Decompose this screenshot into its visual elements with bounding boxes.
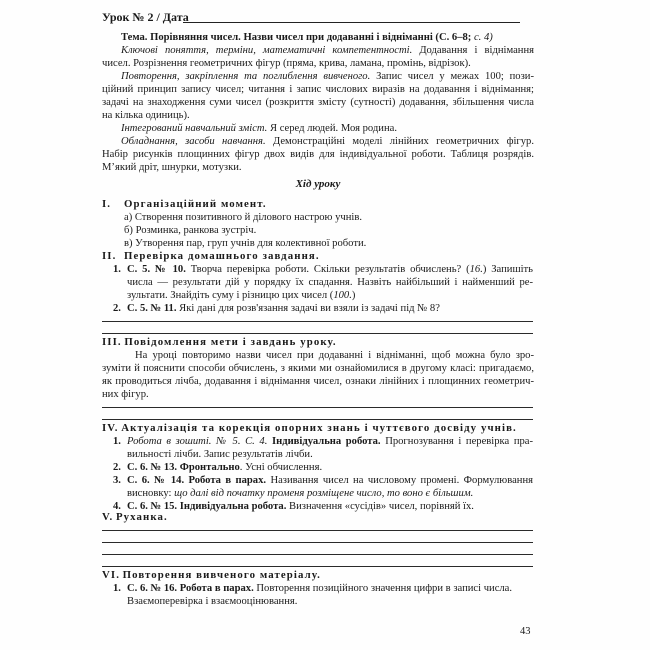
section-5-heading: V. Руханка. bbox=[102, 511, 168, 523]
section-4-item-1-num: 1. bbox=[113, 436, 121, 447]
task-ref: С. 6. № 13. bbox=[127, 462, 178, 473]
section-1-item-a: а) Створення позитивного й ділового настрою учнів. bbox=[124, 212, 362, 223]
lesson-header bbox=[102, 10, 189, 25]
section-4-item-4: 4. С. 6. № 15. Індивідуальна робота. Визначення «сусідів» чисел, порівняй їх. bbox=[113, 501, 474, 512]
section-2-item-2: 2. С. 5. № 11. Які дані для розв'язання задачі ви взяли із задачі під № 8? bbox=[113, 303, 440, 314]
section-4-heading: IV. Актуалізація та корекція опорних знань і чуттєвого досвіду учнів. bbox=[102, 422, 517, 434]
topic-text: Порівняння чисел. Назви чисел при додаванні і відніманні (С. 6–8; bbox=[150, 32, 472, 43]
page-number: 43 bbox=[520, 626, 531, 637]
equipment-block: Обладнання, засоби навчання. Демонстраційні моделі лінійних геометричних фігур. Набір рисунків площинних фігур двох видів для індивідуальної роботи. Таблиця розрядів. М’який дріт, шнурки, мотузки. bbox=[102, 136, 534, 173]
section-3-heading: III. Повідомлення мети і завдань уроку. bbox=[102, 336, 337, 348]
key-concepts-label: Ключові поняття, терміни, математичні компетентності. bbox=[121, 45, 413, 56]
section-6-title: Повторення вивченого матеріалу. bbox=[122, 569, 321, 581]
answer-line bbox=[102, 333, 533, 334]
section-1-item-c: в) Утворення пар, груп учнів для колективної роботи. bbox=[124, 238, 367, 249]
equipment-label: Обладнання, засоби навчання. bbox=[121, 136, 266, 147]
topic-ref: с. 4) bbox=[473, 32, 493, 43]
integrated-content: Інтегрований навчальний зміст. Я серед людей. Моя родина. bbox=[121, 123, 397, 134]
key-concepts: Ключові поняття, терміни, математичні компетентності. Додавання і віднімання чисел. Розрізнення геометричних фігур (пряма, крива, ламана, промінь, відрізок). bbox=[102, 45, 535, 69]
section-2-heading: II. Перевірка домашнього завдання. bbox=[102, 250, 320, 262]
section-2-item-1: С. 5. № 10. Творча перевірка роботи. Скільки результатів обчислень? (16.) Запишіть числа — результати дій у порядку їх спадання. Назвіть найбільший і найменший ре- зультати. Знайдіть суму і різницю цих чисел (100.) bbox=[127, 264, 534, 301]
answer-line bbox=[102, 554, 533, 555]
section-3-title: Повідомлення мети і завдань уроку. bbox=[124, 336, 337, 348]
answer-line bbox=[102, 530, 533, 531]
section-1-title: Організаційний момент. bbox=[124, 198, 267, 210]
date-fill-line bbox=[183, 22, 520, 23]
section-2-item-1-num: 1. bbox=[113, 264, 121, 275]
section-3-text: На уроці повторимо назви чисел при додаванні і відніманні, щоб можна було зро- зуміти й пояснити способи обчислень, з якими ми ознайомилися в другому класі: пригадаємо, як проводиться лічба, додавання і віднімання чисел, ознаки лінійних і площинних геометрич- них фігур. bbox=[102, 350, 534, 400]
section-4-item-3-num: 3. bbox=[113, 475, 121, 486]
integrated-label: Інтегрований навчальний зміст. bbox=[121, 123, 268, 134]
section-1-heading: I. Організаційний момент. bbox=[102, 198, 267, 210]
task-ref: С. 6. № 14. bbox=[127, 475, 185, 486]
section-6-item-1-num: 1. bbox=[113, 583, 121, 594]
task-ref: С. 6. № 16. bbox=[127, 583, 178, 594]
section-4-item-3: С. 6. № 14. Робота в парах. Називання чисел на числовому промені. Формулювання висновку: що далі від початку променя розміщене число, то воно є більшим. bbox=[127, 475, 533, 499]
topic-label: Тема. bbox=[121, 32, 148, 43]
answer-line bbox=[102, 566, 533, 567]
section-4-item-2: 2. С. 6. № 13. Фронтально. Усні обчислення. bbox=[113, 462, 323, 473]
section-4-item-1: Робота в зошиті. № 5. С. 4. Індивідуальна робота. Прогнозування і перевірка пра- вильності лічби. Запис результатів лічби. bbox=[127, 436, 534, 460]
repetition-block: Повторення, закріплення та поглиблення вивченого. Запис чисел у межах 100; пози- ційний принцип запису чисел; читання і запис числових виразів на додавання і віднімання; задачі на знаходження суми чисел (розкриття змісту (сутності) додавання, збільшення числа на кілька одиниць). bbox=[102, 71, 534, 121]
section-5-title: Руханка. bbox=[115, 511, 168, 523]
task-ref: С. 5. № 11. bbox=[127, 303, 177, 314]
task-ref: С. 5. № 10. bbox=[127, 264, 186, 275]
answer-line bbox=[102, 407, 533, 408]
task-ref: С. 6. № 15. bbox=[127, 501, 178, 512]
section-1-item-b: б) Розминка, ранкова зустріч. bbox=[124, 225, 257, 236]
section-6-heading: VI. Повторення вивченого матеріалу. bbox=[102, 569, 321, 581]
course-title: Хід уроку bbox=[295, 178, 341, 190]
answer-line bbox=[102, 321, 533, 322]
lesson-label: Урок № 2 / Дата bbox=[102, 10, 189, 24]
section-2-title: Перевірка домашнього завдання. bbox=[124, 250, 320, 262]
section-4-title: Актуалізація та корекція опорних знань і чуттєвого досвіду учнів. bbox=[121, 422, 517, 434]
answer-line bbox=[102, 419, 533, 420]
task-ref: Робота в зошиті. № 5. С. 4. bbox=[127, 436, 268, 447]
answer-line bbox=[102, 542, 533, 543]
topic-line bbox=[121, 31, 493, 44]
repetition-label: Повторення, закріплення та поглиблення вивченого. bbox=[121, 71, 371, 82]
section-6-item-1: С. 6. № 16. Робота в парах. Повторення позиційного значення цифри в записі числа. Взаємоперевірка і взаємооцінювання. bbox=[127, 583, 513, 607]
